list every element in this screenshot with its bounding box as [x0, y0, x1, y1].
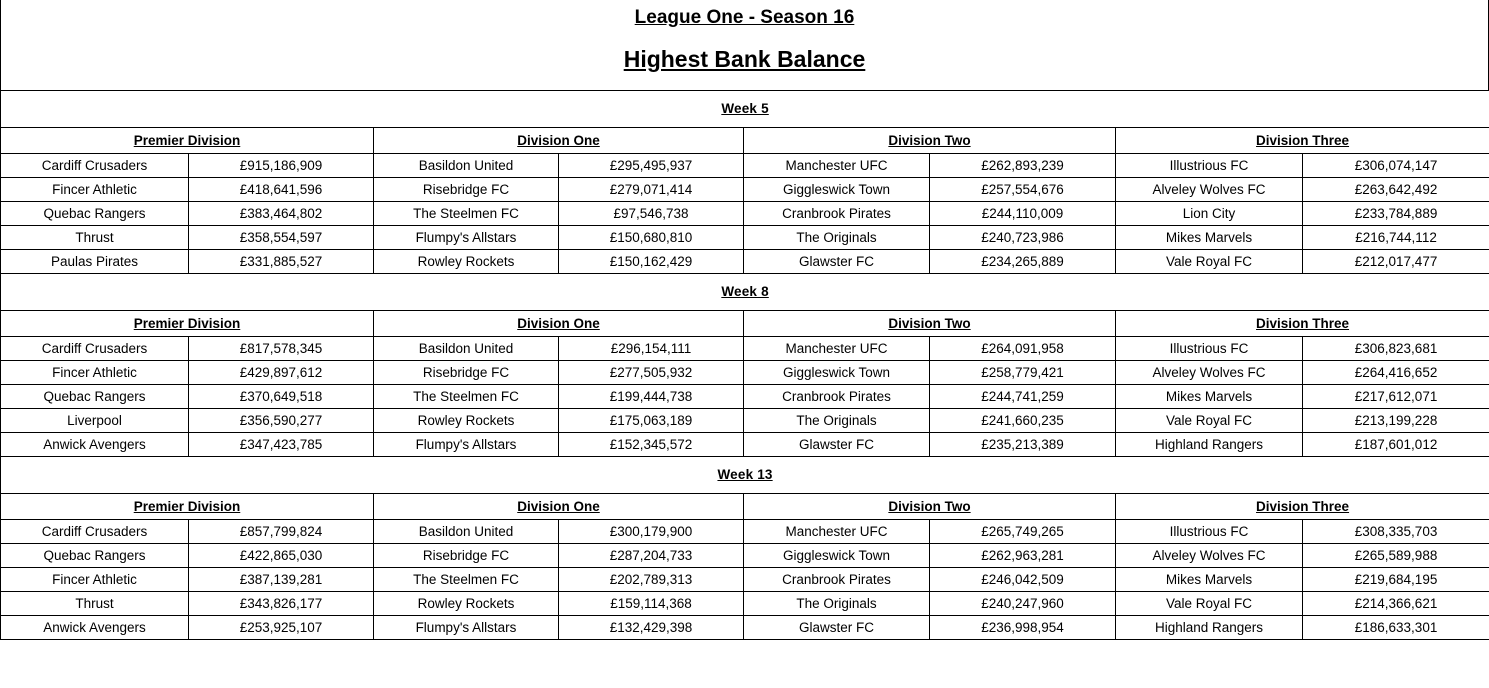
balance-value: £233,784,889 [1303, 202, 1489, 226]
team-name: Giggleswick Town [744, 544, 930, 568]
team-name: Giggleswick Town [744, 178, 930, 202]
team-name: Alveley Wolves FC [1116, 178, 1303, 202]
team-name: Risebridge FC [374, 544, 559, 568]
team-name: Flumpy's Allstars [374, 226, 559, 250]
table-row [1, 154, 1489, 178]
balance-value: £817,578,345 [189, 337, 374, 361]
division-header-one: Division One [374, 494, 744, 520]
balance-value: £150,680,810 [559, 226, 744, 250]
balance-value: £186,633,301 [1303, 616, 1489, 640]
team-name: Highland Rangers [1116, 616, 1303, 640]
team-name: Thrust [1, 226, 189, 250]
team-name: Risebridge FC [374, 178, 559, 202]
team-name: Quebac Rangers [1, 202, 189, 226]
team-name: Illustrious FC [1116, 520, 1303, 544]
balance-value: £356,590,277 [189, 409, 374, 433]
balance-value: £214,366,621 [1303, 592, 1489, 616]
table-row [1, 226, 1489, 250]
division-header-premier: Premier Division [1, 311, 374, 337]
balance-value: £132,429,398 [559, 616, 744, 640]
table-row [1, 202, 1489, 226]
team-name: Fincer Athletic [1, 361, 189, 385]
balance-value: £347,423,785 [189, 433, 374, 457]
team-name: Paulas Pirates [1, 250, 189, 274]
balance-value: £264,091,958 [930, 337, 1116, 361]
team-name: Glawster FC [744, 616, 930, 640]
balance-value: £234,265,889 [930, 250, 1116, 274]
balance-value: £295,495,937 [559, 154, 744, 178]
weeks-body [1, 91, 1489, 640]
team-name: Flumpy's Allstars [374, 433, 559, 457]
week-title-row [1, 91, 1489, 128]
balance-value: £152,345,572 [559, 433, 744, 457]
balance-value: £296,154,111 [559, 337, 744, 361]
balance-value: £429,897,612 [189, 361, 374, 385]
table-row [1, 433, 1489, 457]
balance-value: £308,335,703 [1303, 520, 1489, 544]
balance-value: £422,865,030 [189, 544, 374, 568]
table-row [1, 568, 1489, 592]
balance-value: £358,554,597 [189, 226, 374, 250]
team-name: Quebac Rangers [1, 385, 189, 409]
balance-value: £263,642,492 [1303, 178, 1489, 202]
week-title-row [1, 274, 1489, 311]
weeks-table [0, 90, 1489, 640]
team-name: Basildon United [374, 337, 559, 361]
team-name: Fincer Athletic [1, 178, 189, 202]
team-name: Cranbrook Pirates [744, 202, 930, 226]
team-name: Manchester UFC [744, 337, 930, 361]
balance-value: £199,444,738 [559, 385, 744, 409]
balance-value: £216,744,112 [1303, 226, 1489, 250]
balance-value: £97,546,738 [559, 202, 744, 226]
team-name: Rowley Rockets [374, 592, 559, 616]
team-name: Cardiff Crusaders [1, 337, 189, 361]
team-name: The Steelmen FC [374, 385, 559, 409]
balance-value: £387,139,281 [189, 568, 374, 592]
division-header-row [1, 311, 1489, 337]
table-row [1, 178, 1489, 202]
team-name: Alveley Wolves FC [1116, 361, 1303, 385]
team-name: Mikes Marvels [1116, 568, 1303, 592]
division-header-one: Division One [374, 311, 744, 337]
table-row [1, 616, 1489, 640]
team-name: Illustrious FC [1116, 154, 1303, 178]
balance-value: £187,601,012 [1303, 433, 1489, 457]
balance-value: £244,110,009 [930, 202, 1116, 226]
balance-value: £265,589,988 [1303, 544, 1489, 568]
balance-value: £343,826,177 [189, 592, 374, 616]
balance-value: £258,779,421 [930, 361, 1116, 385]
team-name: Glawster FC [744, 250, 930, 274]
balance-value: £306,823,681 [1303, 337, 1489, 361]
team-name: Flumpy's Allstars [374, 616, 559, 640]
team-name: Risebridge FC [374, 361, 559, 385]
division-header-premier: Premier Division [1, 494, 374, 520]
team-name: Quebac Rangers [1, 544, 189, 568]
team-name: Thrust [1, 592, 189, 616]
balance-value: £246,042,509 [930, 568, 1116, 592]
table-row [1, 592, 1489, 616]
team-name: Highland Rangers [1116, 433, 1303, 457]
division-header-two: Division Two [744, 128, 1116, 154]
report-header [0, 0, 1489, 90]
team-name: Rowley Rockets [374, 409, 559, 433]
balance-value: £219,684,195 [1303, 568, 1489, 592]
balance-value: £383,464,802 [189, 202, 374, 226]
balance-value: £331,885,527 [189, 250, 374, 274]
division-header-one: Division One [374, 128, 744, 154]
balance-value: £300,179,900 [559, 520, 744, 544]
balance-value: £240,247,960 [930, 592, 1116, 616]
team-name: Lion City [1116, 202, 1303, 226]
team-name: Vale Royal FC [1116, 409, 1303, 433]
team-name: The Originals [744, 409, 930, 433]
balance-value: £217,612,071 [1303, 385, 1489, 409]
balance-value: £236,998,954 [930, 616, 1116, 640]
balance-value: £175,063,189 [559, 409, 744, 433]
team-name: Cranbrook Pirates [744, 568, 930, 592]
team-name: Mikes Marvels [1116, 226, 1303, 250]
table-row [1, 520, 1489, 544]
page-subtitle: Highest Bank Balance [623, 46, 866, 72]
balance-value: £418,641,596 [189, 178, 374, 202]
team-name: The Originals [744, 592, 930, 616]
division-header-three: Division Three [1116, 311, 1489, 337]
division-header-three: Division Three [1116, 494, 1489, 520]
week-title: Week 13 [1, 457, 1489, 494]
team-name: Anwick Avengers [1, 616, 189, 640]
balance-value: £150,162,429 [559, 250, 744, 274]
team-name: The Steelmen FC [374, 202, 559, 226]
balance-value: £287,204,733 [559, 544, 744, 568]
team-name: Glawster FC [744, 433, 930, 457]
table-row [1, 361, 1489, 385]
balance-value: £262,963,281 [930, 544, 1116, 568]
table-row [1, 385, 1489, 409]
balance-value: £265,749,265 [930, 520, 1116, 544]
week-title: Week 8 [1, 274, 1489, 311]
team-name: Anwick Avengers [1, 433, 189, 457]
team-name: Alveley Wolves FC [1116, 544, 1303, 568]
balance-value: £213,199,228 [1303, 409, 1489, 433]
division-header-three: Division Three [1116, 128, 1489, 154]
team-name: Basildon United [374, 520, 559, 544]
balance-value: £244,741,259 [930, 385, 1116, 409]
balance-value: £212,017,477 [1303, 250, 1489, 274]
balance-value: £370,649,518 [189, 385, 374, 409]
team-name: Fincer Athletic [1, 568, 189, 592]
balance-value: £857,799,824 [189, 520, 374, 544]
team-name: Manchester UFC [744, 520, 930, 544]
balance-value: £202,789,313 [559, 568, 744, 592]
team-name: Vale Royal FC [1116, 592, 1303, 616]
table-row [1, 409, 1489, 433]
team-name: Vale Royal FC [1116, 250, 1303, 274]
team-name: Mikes Marvels [1116, 385, 1303, 409]
balance-value: £253,925,107 [189, 616, 374, 640]
table-row [1, 250, 1489, 274]
team-name: The Originals [744, 226, 930, 250]
balance-value: £264,416,652 [1303, 361, 1489, 385]
table-row [1, 544, 1489, 568]
team-name: Cranbrook Pirates [744, 385, 930, 409]
balance-value: £235,213,389 [930, 433, 1116, 457]
team-name: The Steelmen FC [374, 568, 559, 592]
team-name: Illustrious FC [1116, 337, 1303, 361]
week-title: Week 5 [1, 91, 1489, 128]
balance-value: £915,186,909 [189, 154, 374, 178]
table-row [1, 337, 1489, 361]
balance-value: £257,554,676 [930, 178, 1116, 202]
division-header-row [1, 128, 1489, 154]
balance-value: £277,505,932 [559, 361, 744, 385]
team-name: Giggleswick Town [744, 361, 930, 385]
division-header-two: Division Two [744, 311, 1116, 337]
page-title: League One - Season 16 [634, 7, 855, 28]
team-name: Basildon United [374, 154, 559, 178]
division-header-row [1, 494, 1489, 520]
balance-value: £240,723,986 [930, 226, 1116, 250]
team-name: Cardiff Crusaders [1, 154, 189, 178]
balance-value: £306,074,147 [1303, 154, 1489, 178]
balance-value: £262,893,239 [930, 154, 1116, 178]
team-name: Cardiff Crusaders [1, 520, 189, 544]
division-header-two: Division Two [744, 494, 1116, 520]
week-title-row [1, 457, 1489, 494]
balance-value: £241,660,235 [930, 409, 1116, 433]
balance-value: £159,114,368 [559, 592, 744, 616]
team-name: Liverpool [1, 409, 189, 433]
division-header-premier: Premier Division [1, 128, 374, 154]
balance-value: £279,071,414 [559, 178, 744, 202]
team-name: Manchester UFC [744, 154, 930, 178]
team-name: Rowley Rockets [374, 250, 559, 274]
